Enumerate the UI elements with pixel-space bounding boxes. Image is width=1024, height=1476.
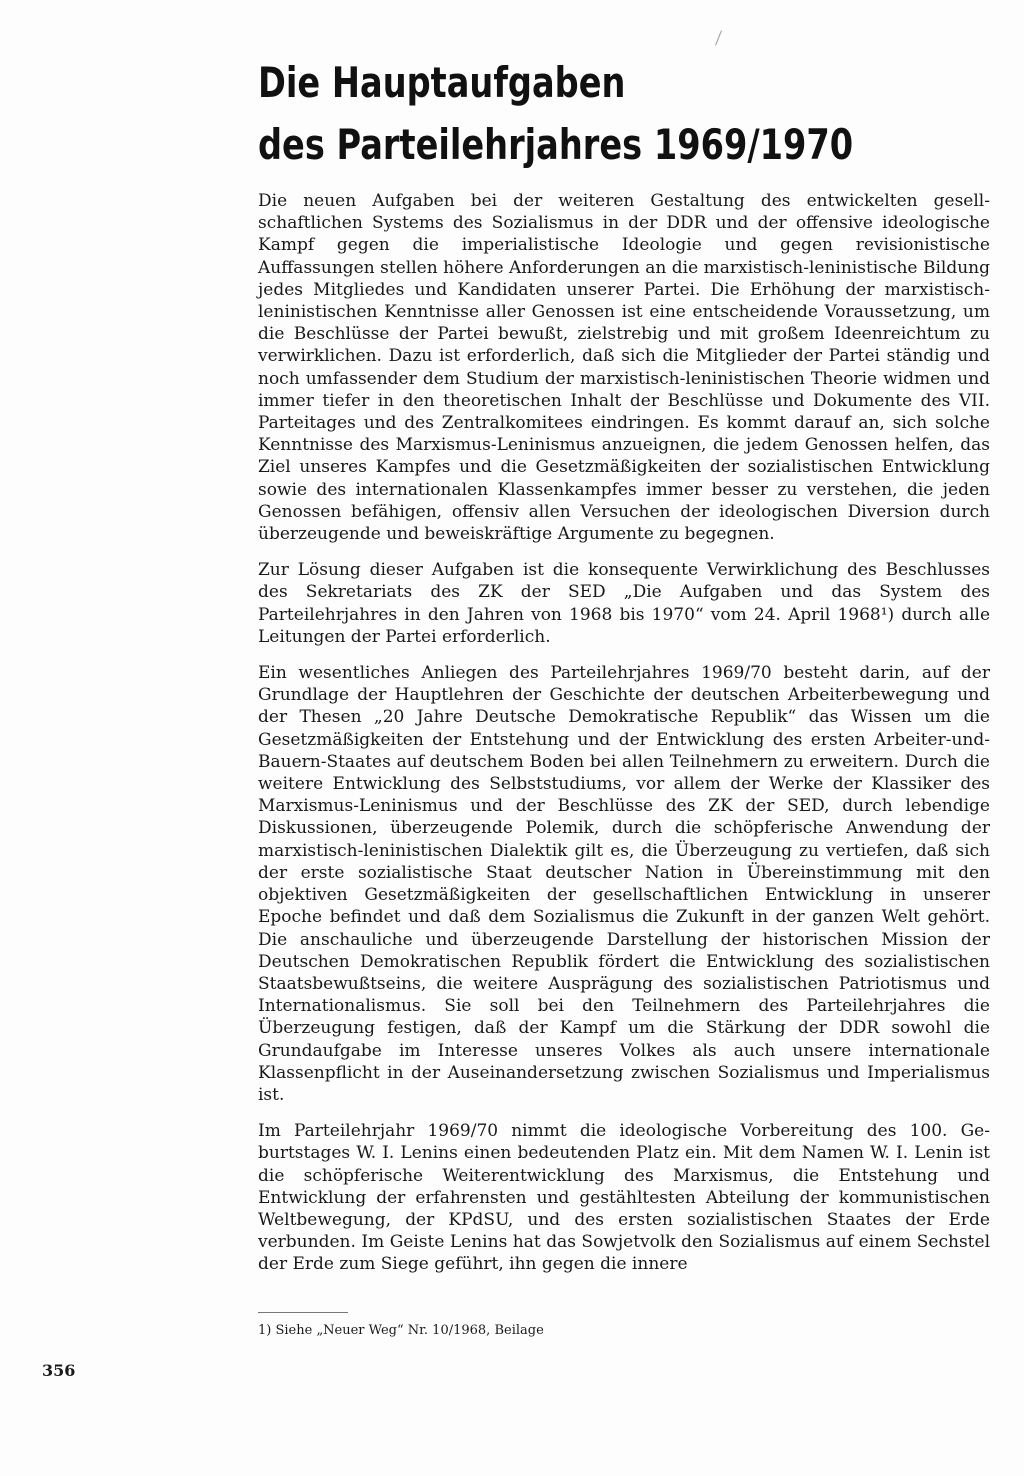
footnote-text: Siehe „Neuer Weg“ Nr. 10/1968, Beilage — [275, 1323, 544, 1338]
title-line-2: des Parteilehrjahres 1969/1970 — [258, 120, 854, 169]
footnote-divider — [258, 1312, 348, 1313]
footnote-marker: 1) — [258, 1323, 272, 1338]
title-line-1: Die Hauptaufgaben — [258, 58, 626, 107]
paragraph-2: Zur Lösung dieser Aufgaben ist die konsequente Verwirklichung des Beschlusses des Sekretariats des ZK der SED „Die Aufgaben und das System des Parteilehrjahres in den Jahren von 1968 bis 1970“ vom 24. April 1968¹) durch alle Leitungen der Partei erforderlich. — [258, 560, 990, 647]
scan-mark — [715, 30, 722, 45]
article-body — [258, 190, 990, 1276]
page-number: 356 — [42, 1361, 76, 1380]
footnote — [258, 1322, 958, 1340]
paragraph-1: Die neuen Aufgaben bei der weiteren Gestaltung des entwickelten gesellschaftlichen Systems des Sozialismus in der DDR und der offensive ideologische Kampf gegen die imperialistische Ideologie und gegen revisionistische Auffassungen stellen höhere Anforderungen an die marxistisch-leninistische Bildung jedes Mitgliedes und Kandidaten unserer Partei. Die Erhöhung der marxistisch-leninistischen Kenntnisse aller Genossen ist eine entscheidende Voraussetzung, um die Beschlüsse der Partei bewußt, zielstrebig und mit großem Ideenreichtum zu verwirklichen. Dazu ist erforderlich, daß sich die Mitglieder der Partei ständig und noch umfassender dem Studium der marxistisch-leninistischen Theorie widmen und immer tiefer in den theoretischen Inhalt der Beschlüsse und Dokumente des VII. Parteitages und des Zentralkomitees eindringen. Es kommt darauf an, sich solche Kenntnisse des Marxismus-Leninismus anzueignen, die jedem Genossen helfen, das Ziel unseres Kampfes und die Gesetzmäßigkeiten der sozialistischen Entwicklung sowie des internationalen Klassenkampfes immer besser zu verstehen, die jeden Genossen befähigen, offensiv allen Versuchen der ideologischen Diversion durch überzeugende und beweiskräftige Argumente zu begegnen. — [258, 191, 990, 545]
paragraph-4: Im Parteilehrjahr 1969/70 nimmt die ideologische Vorbereitung des 100. Geburtstages W. I. Lenins einen bedeutenden Platz ein. Mit dem Namen W. I. Lenin ist die schöpferische Weiterentwicklung des Marxismus, die Entstehung und Entwicklung der erfahrensten und gestähltesten Abteilung der kommunistischen Weltbewegung, der KPdSU, und des ersten sozialistischen Staates der Erde verbunden. Im Geiste Lenins hat das Sowjetvolk den Sozialismus auf einem Sechstel der Erde zum Siege geführt, ihn gegen die innere — [258, 1121, 990, 1275]
page-title — [258, 52, 854, 176]
paragraph-3: Ein wesentliches Anliegen des Parteilehrjahres 1969/70 besteht darin, auf der Grundlage der Hauptlehren der Geschichte der deutschen Arbeiterbewegung und der Thesen „20 Jahre Deutsche Demokratische Republik“ das Wissen um die Gesetzmäßigkeiten der Entstehung und der Entwicklung des ersten Arbeiter-und-Bauern-Staates auf deutschem Boden bei allen Teilnehmern zu erweitern. Durch die weitere Entwicklung des Selbststudiums, vor allem der Werke der Klassiker des Marxismus-Leninismus und der Beschlüsse des ZK der SED, durch lebendige Diskussionen, überzeugende Polemik, durch die schöpferische Anwendung der marxistisch-leninistischen Dialektik gilt es, die Überzeugung zu vertiefen, daß sich der erste sozialistische Staat deutscher Nation in Übereinstimmung mit den objektiven Gesetzmäßigkeiten der gesellschaftlichen Entwicklung in unserer Epoche befindet und daß dem Sozialismus die Zukunft in der ganzen Welt gehört. Die anschauliche und überzeugende Darstellung der historischen Mission der Deutschen Demokratischen Republik fördert die Entwicklung des sozialistischen Staatsbewußtseins, die weitere Ausprägung des sozialistischen Patriotismus und Internationalismus. Sie soll bei den Teilnehmern des Parteilehrjahres die Überzeugung festigen, daß der Kampf um die Stärkung der DDR sowohl die Grundaufgabe im Interesse unseres Volkes als auch unsere internationale Klassenpflicht in der Auseinandersetzung zwischen Sozialismus und Imperialismus ist. — [258, 663, 990, 1105]
